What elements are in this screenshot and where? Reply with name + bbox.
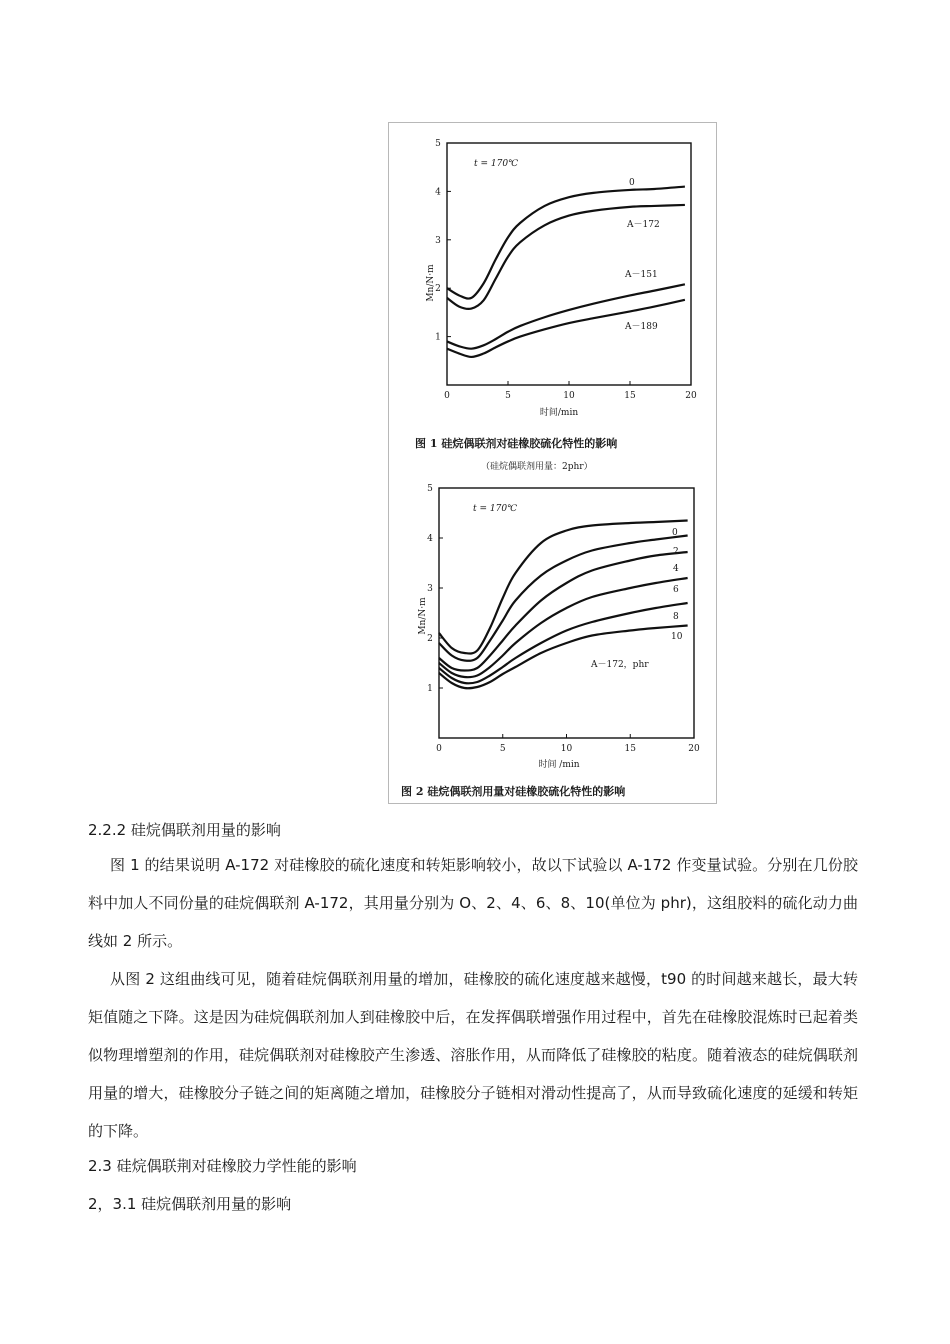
fig1-label-a172: A－172 [627,220,660,230]
fig1-subcaption: （硅烷偶联剂用量：2phr） [481,462,593,472]
figure-2 [401,484,700,798]
fig2-xtick-label: 20 [688,744,700,754]
section-heading-2-3: 2.3 硅烷偶联荆对硅橡胶力学性能的影响 [88,1157,357,1175]
fig2-ytick-label: 5 [427,484,433,494]
fig1-series-0 [447,187,685,299]
fig1-ylabel: Mn/N·m [426,264,436,302]
fig2-label-4: 4 [673,564,679,574]
fig1-condition: t = 170℃ [474,159,519,169]
paragraph-2: 从图 2 这组曲线可见，随着硅烷偶联剂用量的增加，硅橡胶的硫化速度越来越慢，t90 的时间越来越长，最大转矩值随之下降。这是因为硅烷偶联剂加人到硅橡胶中后，在发挥偶联增强作用过程中，首先在硅橡胶混炼时已起着类似物理增塑剂的作用，硅烷偶联剂对硅橡胶产生渗透、溶胀作用，从而降低了硅橡胶的粘度。随着液态的硅烷偶联剂用量的增大，硅橡胶分子链之间的矩离随之增加，硅橡胶分子链相对滑动性提高了，从而导致硫化速度的延缓和转矩的下降。 [88,970,858,1140]
fig2-label-8: 8 [673,612,679,622]
fig2-series-note: A－172，phr [591,660,649,670]
figures-canvas [389,123,718,805]
fig2-series-4 [439,552,688,671]
fig2-xtick-label: 5 [499,744,506,754]
fig1-ytick-label: 1 [435,332,441,343]
fig2-ytick-label: 4 [427,534,433,544]
fig1-ytick-label: 2 [435,284,441,295]
fig1-label-a189: A－189 [625,322,658,332]
fig2-xlabel: 时间 /min [538,760,580,770]
fig1-label-0: 0 [629,178,635,188]
fig1-ytick-label: 3 [435,235,441,246]
fig1-ytick-label: 5 [435,139,441,149]
fig1-xtick-label: 10 [563,391,575,401]
fig2-xtick-label: 0 [436,744,442,754]
fig2-xtick-label: 10 [560,744,573,754]
paragraph-1: 图 1 的结果说明 A-172 对硅橡胶的硫化速度和转矩影响较小，故以下试验以 A-172 作变量试验。分别在几份胶料中加人不同份量的硅烷偶联剂 A-172，其用量分别为 O、2、4、6、8、10(单位为 phr)，这组胶料的硫化动力曲线如 2 所示。 [88,856,858,950]
fig2-label-6: 6 [673,585,679,595]
fig1-series-A151 [447,284,685,348]
fig1-xtick-label: 15 [624,391,636,401]
fig2-axes-frame [439,488,694,738]
fig1-ytick-label: 4 [435,187,441,198]
figure-1 [415,139,697,472]
fig2-label-10: 10 [671,632,683,642]
fig1-caption: 图 1 硅烷偶联剂对硅橡胶硫化特性的影响 [415,437,618,450]
section-heading-2-2-2: 2.2.2 硅烷偶联剂用量的影响 [88,821,281,839]
fig1-label-a151: A－151 [625,270,658,280]
fig2-ytick-label: 2 [427,634,433,644]
fig1-xtick-label: 0 [444,391,450,401]
figure-frame [388,122,717,804]
fig2-ytick-label: 3 [427,584,433,594]
fig2-series-10 [439,626,688,689]
fig2-condition: t = 170℃ [473,504,518,514]
fig1-xtick-label: 5 [505,391,511,401]
fig2-xtick-label: 15 [624,744,636,754]
fig1-xlabel: 时间/min [539,408,579,418]
fig2-ytick-label: 1 [427,684,433,694]
fig1-axes-frame [447,143,691,385]
fig2-series-2 [439,536,688,661]
fig2-label-2: 2 [673,547,679,557]
fig2-label-0: 0 [672,528,678,538]
fig1-xtick-label: 20 [685,391,697,401]
fig2-caption: 图 2 硅烷偶联剂用量对硅橡胶硫化特性的影响 [401,785,626,798]
fig2-ylabel: Mn/N·m [418,597,428,635]
paragraph-block [88,846,858,1150]
section-heading-2-3-1: 2，3.1 硅烷偶联剂用量的影响 [88,1195,292,1213]
